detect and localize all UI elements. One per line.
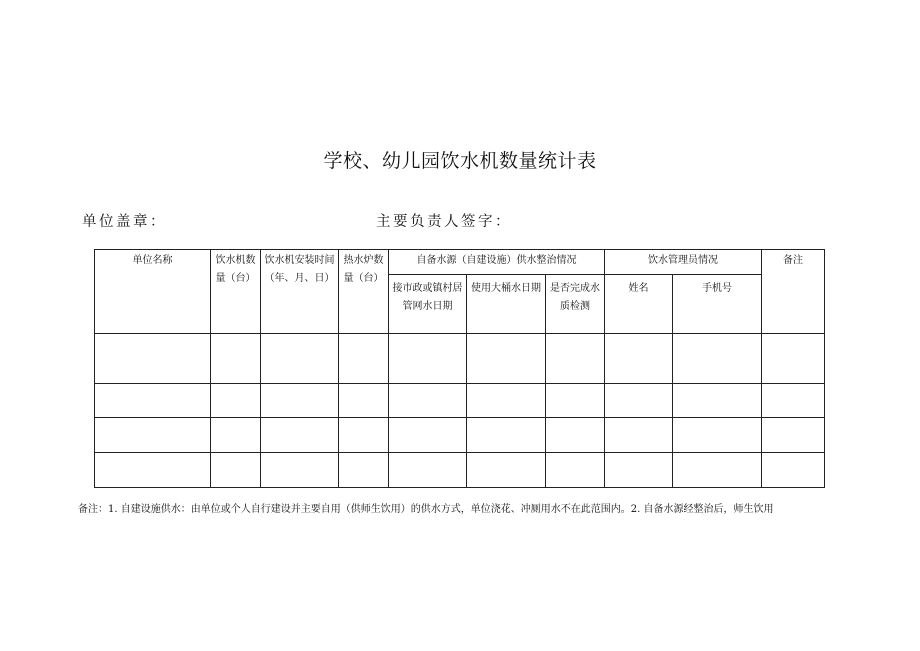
- cell-machine-count[interactable]: [211, 453, 261, 488]
- cell-municipal-date[interactable]: [389, 334, 467, 384]
- cell-admin-phone[interactable]: [673, 453, 762, 488]
- cell-machine-count[interactable]: [211, 418, 261, 453]
- cell-remarks[interactable]: [762, 453, 825, 488]
- cell-machine-count[interactable]: [211, 334, 261, 384]
- cell-remarks[interactable]: [762, 384, 825, 418]
- header-self-water-group: 自备水源（自建设施）供水整治情况: [389, 250, 605, 275]
- cell-boiler-count[interactable]: [339, 418, 389, 453]
- cell-admin-name[interactable]: [605, 418, 673, 453]
- cell-machine-count[interactable]: [211, 384, 261, 418]
- table-row: [95, 418, 825, 453]
- table-row: [95, 453, 825, 488]
- header-municipal-date: 接市政或镇村居管网水日期: [389, 275, 467, 334]
- cell-boiler-count[interactable]: [339, 453, 389, 488]
- cell-admin-phone[interactable]: [673, 384, 762, 418]
- table-row: [95, 384, 825, 418]
- cell-admin-name[interactable]: [605, 334, 673, 384]
- cell-quality-test[interactable]: [546, 334, 605, 384]
- unit-seal-label: 单位盖章：: [82, 214, 167, 230]
- header-admin-name: 姓名: [605, 275, 673, 334]
- header-install-time: 饮水机安装时间（年、月、日）: [261, 250, 339, 334]
- cell-bucket-date[interactable]: [467, 453, 546, 488]
- cell-admin-name[interactable]: [605, 384, 673, 418]
- cell-install-time[interactable]: [261, 334, 339, 384]
- header-bucket-date: 使用大桶水日期: [467, 275, 546, 334]
- header-admin-group: 饮水管理员情况: [605, 250, 762, 275]
- page-title: 学校、幼儿园饮水机数量统计表: [323, 150, 597, 172]
- responsible-signature-label: 主要负责人签字：: [376, 214, 512, 230]
- cell-bucket-date[interactable]: [467, 418, 546, 453]
- cell-bucket-date[interactable]: [467, 334, 546, 384]
- cell-admin-phone[interactable]: [673, 418, 762, 453]
- cell-install-time[interactable]: [261, 384, 339, 418]
- header-quality-test: 是否完成水质检测: [546, 275, 605, 334]
- cell-bucket-date[interactable]: [467, 384, 546, 418]
- cell-municipal-date[interactable]: [389, 453, 467, 488]
- cell-boiler-count[interactable]: [339, 334, 389, 384]
- cell-boiler-count[interactable]: [339, 384, 389, 418]
- header-remarks: 备注: [762, 250, 825, 334]
- statistics-table: [94, 249, 825, 488]
- cell-unit-name[interactable]: [95, 418, 211, 453]
- cell-install-time[interactable]: [261, 418, 339, 453]
- cell-municipal-date[interactable]: [389, 418, 467, 453]
- table-row: [95, 334, 825, 384]
- header-boiler-count: 热水炉数量（台）: [339, 250, 389, 334]
- cell-quality-test[interactable]: [546, 453, 605, 488]
- cell-quality-test[interactable]: [546, 384, 605, 418]
- header-machine-count: 饮水机数量（台）: [211, 250, 261, 334]
- cell-admin-name[interactable]: [605, 453, 673, 488]
- cell-remarks[interactable]: [762, 334, 825, 384]
- cell-admin-phone[interactable]: [673, 334, 762, 384]
- cell-unit-name[interactable]: [95, 334, 211, 384]
- cell-quality-test[interactable]: [546, 418, 605, 453]
- cell-unit-name[interactable]: [95, 384, 211, 418]
- header-unit-name: 单位名称: [95, 250, 211, 334]
- cell-remarks[interactable]: [762, 418, 825, 453]
- cell-unit-name[interactable]: [95, 453, 211, 488]
- cell-municipal-date[interactable]: [389, 384, 467, 418]
- header-admin-phone: 手机号: [673, 275, 762, 334]
- cell-install-time[interactable]: [261, 453, 339, 488]
- footnote: 备注：1. 自建设施供水：由单位或个人自行建设并主要自用（供师生饮用）的供水方式，单位浇花、冲厕用水不在此范围内。2. 自备水源经整治后，师生饮用: [78, 504, 774, 515]
